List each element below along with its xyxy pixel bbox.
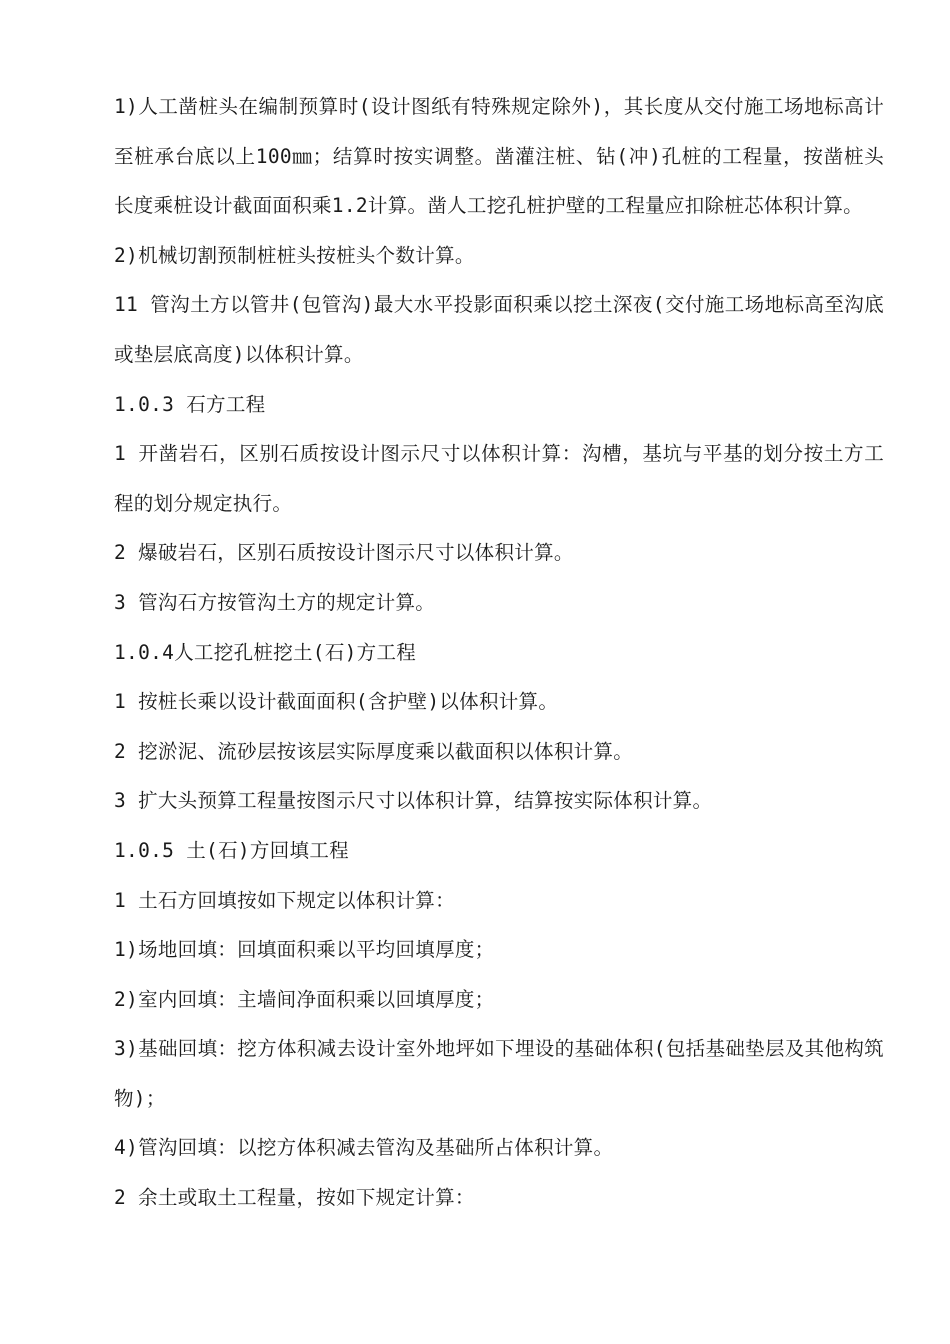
paragraph-silt-layer: 2 挖淤泥、流砂层按该层实际厚度乘以截面积以体积计算。: [114, 739, 634, 763]
section-heading-1-0-3: 1.0.3 石方工程: [114, 392, 266, 416]
paragraph-backfill-rules: 1 土石方回填按如下规定以体积计算：: [114, 888, 455, 912]
paragraph-foundation-backfill: 3)基础回填：挖方体积减去设计室外地坪如下埋设的基础体积(包括基础垫层及其他构筑物)；: [114, 1037, 884, 1110]
paragraph-enlarged-head: 3 扩大头预算工程量按图示尺寸以体积计算，结算按实际体积计算。: [114, 789, 713, 813]
paragraph-trench-rock: 3 管沟石方按管沟土方的规定计算。: [114, 590, 436, 614]
paragraph-pile-length: 1 按桩长乘以设计截面面积(含护壁)以体积计算。: [114, 690, 559, 714]
paragraph-mechanical-cutting: 2)机械切割预制桩桩头按桩头个数计算。: [114, 243, 475, 267]
section-heading-1-0-4: 1.0.4人工挖孔桩挖土(石)方工程: [114, 640, 417, 664]
paragraph-rock-blasting: 2 爆破岩石，区别石质按设计图示尺寸以体积计算。: [114, 541, 574, 565]
document-body: [114, 82, 884, 1223]
paragraph-trench-earthwork: 11 管沟土方以管井(包管沟)最大水平投影面积乘以挖土深夜(交付施工场地标高至沟底或垫层底高度)以体积计算。: [114, 293, 884, 366]
paragraph-indoor-backfill: 2)室内回填：主墙间净面积乘以回填厚度；: [114, 987, 495, 1011]
section-heading-1-0-5: 1.0.5 土(石)方回填工程: [114, 838, 349, 862]
paragraph-rock-excavation: 1 开凿岩石，区别石质按设计图示尺寸以体积计算：沟槽，基坑与平基的划分按土方工程的划分规定执行。: [114, 442, 884, 515]
paragraph-site-backfill: 1)场地回填：回填面积乘以平均回填厚度；: [114, 938, 495, 962]
paragraph-trench-backfill: 4)管沟回填：以挖方体积减去管沟及基础所占体积计算。: [114, 1136, 614, 1160]
paragraph-pile-head-chiseling: 1)人工凿桩头在编制预算时(设计图纸有特殊规定除外)，其长度从交付施工场地标高计至桩承台底以上100㎜；结算时按实调整。凿灌注桩、钻(冲)孔桩的工程量，按凿桩头长度乘桩设计截面面积乘1.2计算。凿人工挖孔桩护壁的工程量应扣除桩芯体积计算。: [114, 95, 884, 218]
paragraph-surplus-soil: 2 余土或取土工程量，按如下规定计算：: [114, 1186, 475, 1210]
